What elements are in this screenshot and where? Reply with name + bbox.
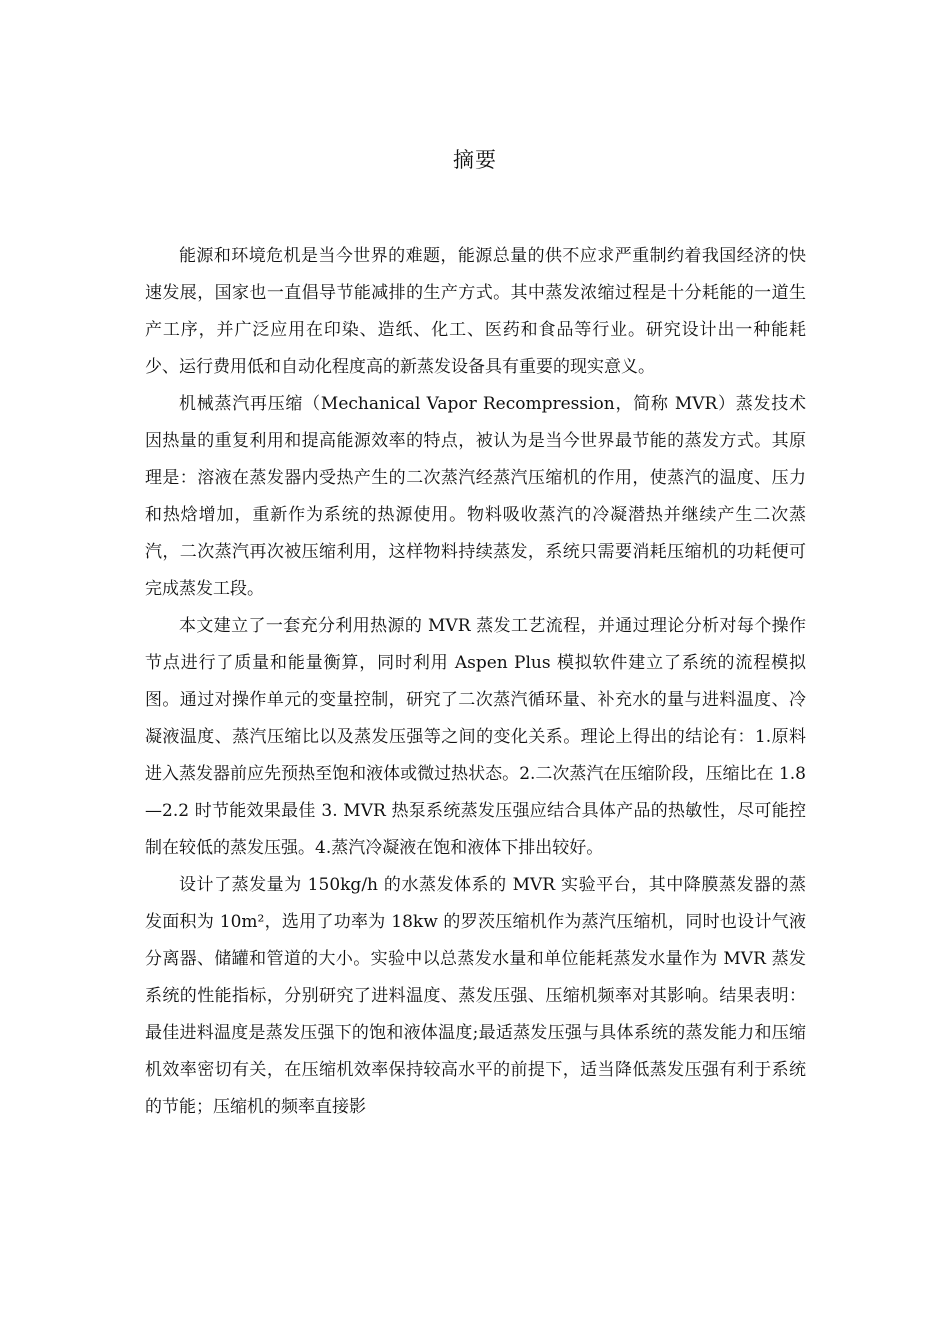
abstract-body xyxy=(145,238,806,1126)
abstract-paragraph-2: 机械蒸汽再压缩（Mechanical Vapor Recompression，简称 MVR）蒸发技术因热量的重复利用和提高能源效率的特点，被认为是当今世界最节能的蒸发方式。其原理是：溶液在蒸发器内受热产生的二次蒸汽经蒸汽压缩机的作用，使蒸汽的温度、压力和热焓增加，重新作为系统的热源使用。物料吸收蒸汽的冷凝潜热并继续产生二次蒸汽，二次蒸汽再次被压缩利用，这样物料持续蒸发，系统只需要消耗压缩机的功耗便可完成蒸发工段。 xyxy=(145,394,806,599)
abstract-paragraph-1: 能源和环境危机是当今世界的难题，能源总量的供不应求严重制约着我国经济的快速发展，国家也一直倡导节能减排的生产方式。其中蒸发浓缩过程是十分耗能的一道生产工序，并广泛应用在印染、造纸、化工、医药和食品等行业。研究设计出一种能耗少、运行费用低和自动化程度高的新蒸发设备具有重要的现实意义。 xyxy=(145,246,806,377)
abstract-paragraph-4: 设计了蒸发量为 150kg/h 的水蒸发体系的 MVR 实验平台，其中降膜蒸发器的蒸发面积为 10m²，选用了功率为 18kw 的罗茨压缩机作为蒸汽压缩机，同时也设计气液分离器、储罐和管道的大小。实验中以总蒸发水量和单位能耗蒸发水量作为 MVR 蒸发系统的性能指标，分别研究了进料温度、蒸发压强、压缩机频率对其影响。结果表明：最佳进料温度是蒸发压强下的饱和液体温度;最适蒸发压强与具体系统的蒸发能力和压缩机效率密切有关，在压缩机效率保持较高水平的前提下，适当降低蒸发压强有利于系统的节能；压缩机的频率直接影 xyxy=(145,875,806,1117)
page-title: 摘要 xyxy=(453,148,497,172)
abstract-paragraph-3: 本文建立了一套充分利用热源的 MVR 蒸发工艺流程，并通过理论分析对每个操作节点进行了质量和能量衡算，同时利用 Aspen Plus 模拟软件建立了系统的流程模拟图。通过对操作单元的变量控制，研究了二次蒸汽循环量、补充水的量与进料温度、冷凝液温度、蒸汽压缩比以及蒸发压强等之间的变化关系。理论上得出的结论有：1.原料进入蒸发器前应先预热至饱和液体或微过热状态。2.二次蒸汽在压缩阶段，压缩比在 1.8—2.2 时节能效果最佳 3. MVR 热泵系统蒸发压强应结合具体产品的热敏性，尽可能控制在较低的蒸发压强。4.蒸汽冷凝液在饱和液体下排出较好。 xyxy=(145,616,806,858)
